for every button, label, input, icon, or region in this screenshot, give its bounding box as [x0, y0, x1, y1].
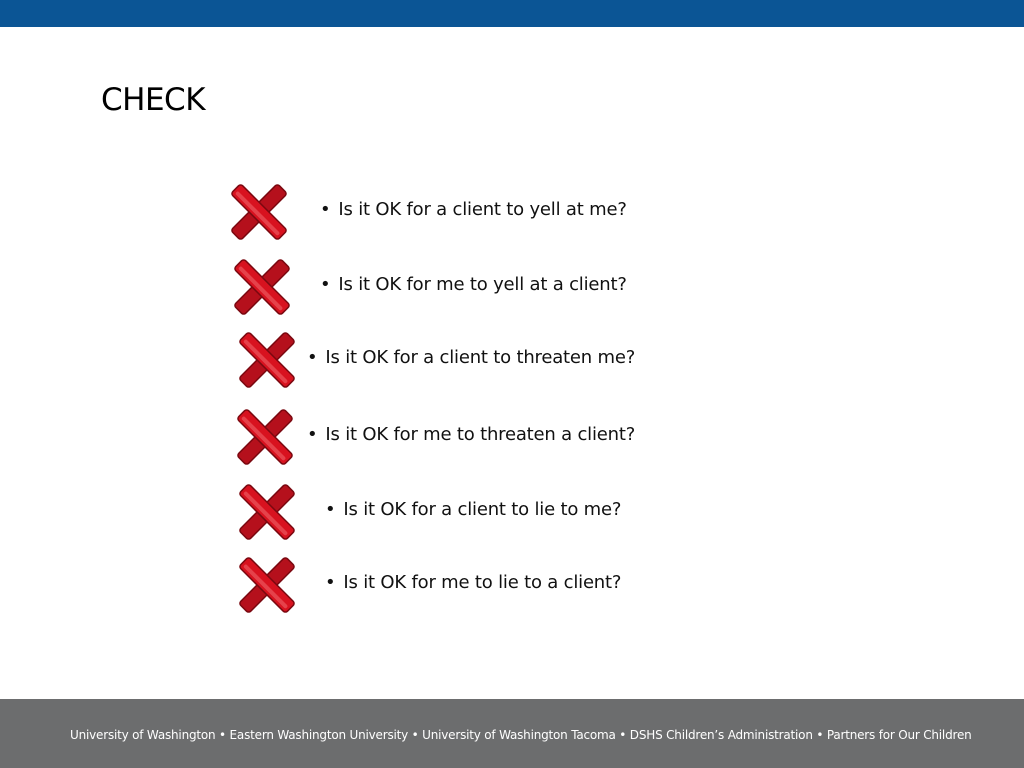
red-x-icon: [236, 481, 298, 543]
red-x-icon: [236, 329, 298, 391]
list-item: [0, 481, 1024, 545]
question-text: Is it OK for me to lie to a client?: [343, 572, 622, 593]
question-text: Is it OK for a client to threaten me?: [325, 347, 636, 368]
question-text: Is it OK for me to threaten a client?: [325, 424, 636, 445]
list-item: [0, 256, 1024, 320]
list-item-text: [320, 199, 627, 220]
slide-title: CHECK: [101, 82, 206, 118]
list-item-text: [307, 424, 635, 445]
footer-bar: [0, 699, 1024, 768]
question-text: Is it OK for a client to yell at me?: [338, 199, 627, 220]
list-item-text: [325, 572, 621, 593]
bullet: •: [325, 572, 336, 593]
bullet: •: [320, 274, 331, 295]
red-x-icon: [236, 554, 298, 616]
red-x-icon: [228, 181, 290, 243]
list-item-text: [320, 274, 627, 295]
list-item: [0, 406, 1024, 470]
bullet: •: [307, 347, 318, 368]
list-item-text: [325, 499, 621, 520]
red-x-icon: [234, 406, 296, 468]
red-x-icon: [231, 256, 293, 318]
top-accent-bar: [0, 0, 1024, 27]
bullet: •: [325, 499, 336, 520]
list-item-text: [307, 347, 635, 368]
list-item: [0, 554, 1024, 618]
bullet: •: [307, 424, 318, 445]
list-item: [0, 181, 1024, 245]
bullet: •: [320, 199, 331, 220]
question-text: Is it OK for me to yell at a client?: [338, 274, 627, 295]
list-item: [0, 329, 1024, 393]
footer-partners-text: University of Washington • Eastern Washington University • University of Washington Tacoma • DSHS Children’s Administration • Partners for Our Children: [70, 728, 972, 742]
question-text: Is it OK for a client to lie to me?: [343, 499, 622, 520]
